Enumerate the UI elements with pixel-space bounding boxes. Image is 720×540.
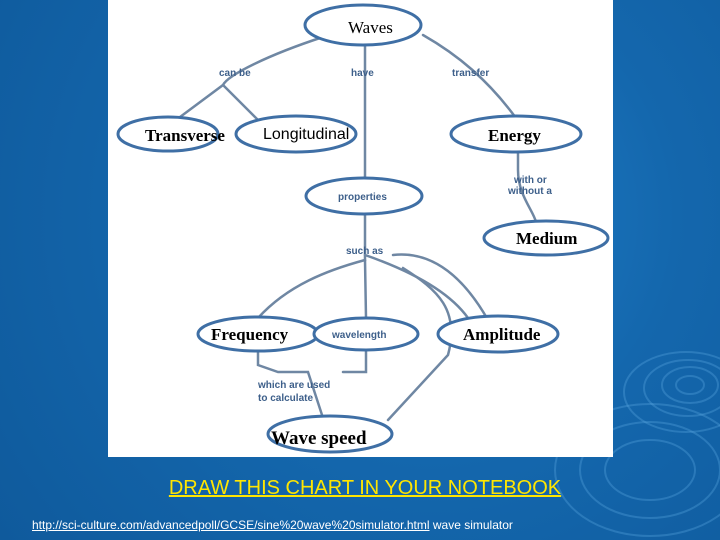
node-longitudinal-label: Longitudinal: [263, 126, 350, 143]
link-label-which-are-used: which are used: [258, 380, 331, 391]
link-label-have: have: [351, 68, 374, 79]
footer-suffix: wave simulator: [432, 518, 513, 532]
concept-map: [108, 0, 613, 457]
link-label-to-calculate: to calculate: [258, 393, 314, 404]
connector-properties-wavelength: [365, 260, 366, 318]
node-waves-label: Waves: [348, 18, 393, 37]
link-label-without-a: without a: [508, 186, 552, 197]
node-wave-speed-label: Wave speed: [271, 428, 367, 449]
footer: [32, 518, 513, 532]
node-transverse-label: Transverse: [145, 126, 225, 145]
simulator-link[interactable]: http://sci-culture.com/advancedpoll/GCSE/sine%20wave%20simulator.html: [32, 518, 430, 532]
node-energy-label: Energy: [488, 126, 541, 145]
node-medium-label: Medium: [516, 229, 578, 248]
node-wavelength-label: wavelength: [332, 330, 387, 341]
connector-wavelength-wavespeed: [343, 350, 366, 372]
link-label-can-be: can be: [219, 68, 251, 79]
instruction-text: DRAW THIS CHART IN YOUR NOTEBOOK: [168, 477, 562, 499]
node-amplitude-label: Amplitude: [463, 325, 541, 344]
connector-amplitude-wavespeed-a: [393, 255, 488, 320]
node-properties-label: properties: [338, 192, 387, 203]
connector-transverse-longitudinal: [223, 85, 258, 120]
link-label-transfer: transfer: [452, 68, 490, 79]
connector-properties-amplitude: [365, 255, 468, 318]
node-frequency-label: Frequency: [211, 325, 289, 344]
link-label-such-as: such as: [346, 246, 384, 257]
connector-properties-frequency: [258, 212, 365, 318]
link-label-with-or: with or: [514, 175, 547, 186]
